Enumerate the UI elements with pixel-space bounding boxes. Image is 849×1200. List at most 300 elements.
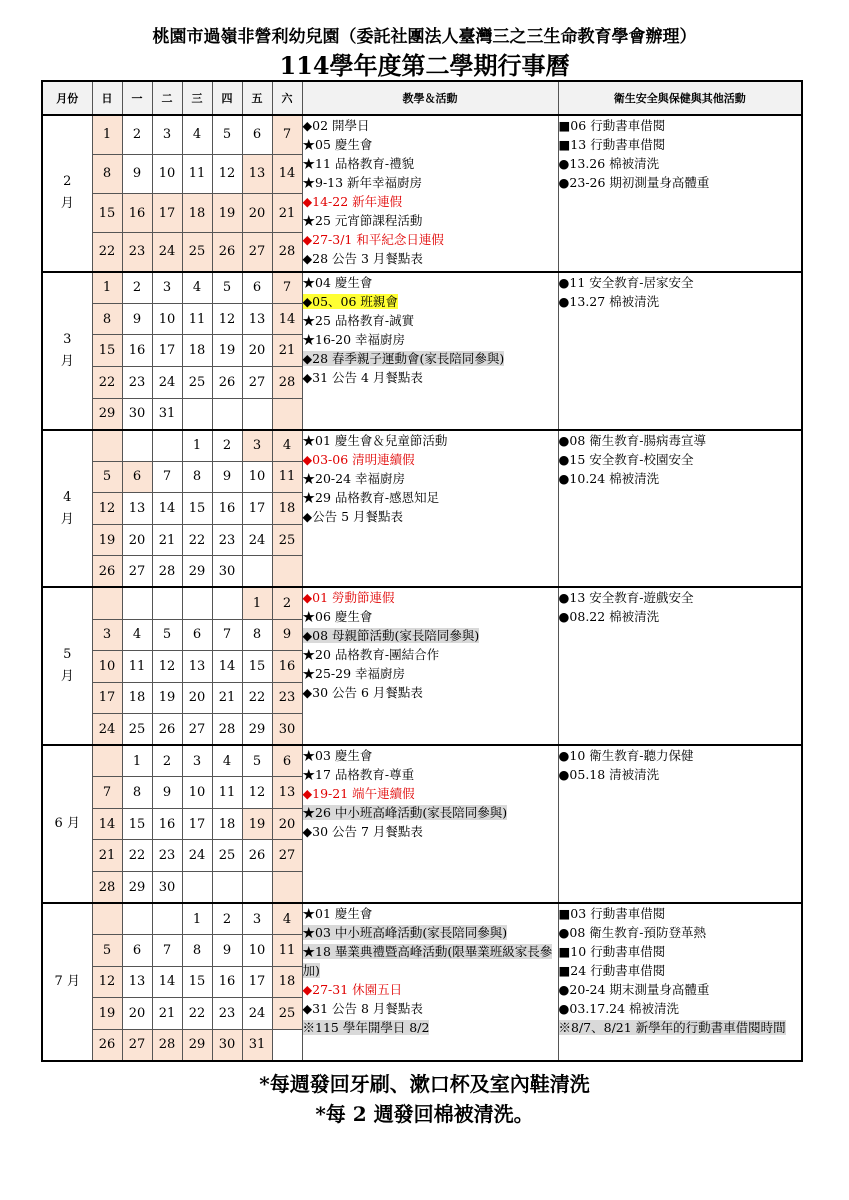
teaching-events	[302, 430, 558, 588]
day-cell: 19	[212, 193, 242, 232]
day-cell: 25	[272, 524, 302, 556]
day-cell: 11	[272, 935, 302, 967]
day-cell: 23	[212, 998, 242, 1030]
day-cell	[152, 430, 182, 462]
activity-item: ★25 元宵節課程活動	[302, 213, 423, 228]
activity-item: ★25-29 幸福廚房	[302, 666, 406, 682]
day-cell: 27	[272, 840, 302, 872]
day-cell: 1	[92, 115, 122, 154]
activity-item: ★16-20 幸福廚房	[302, 331, 406, 347]
day-cell: 13	[242, 154, 272, 193]
day-header: 二	[152, 81, 182, 115]
health-events	[558, 115, 802, 272]
activity-item: ◆08 母親節活動(家長陪同參與)	[302, 628, 480, 644]
health-header: 衛生安全與保健與其他活動	[558, 81, 802, 115]
month-label: 6 月	[42, 745, 92, 903]
day-cell: 1	[182, 430, 212, 462]
day-cell: 11	[122, 651, 152, 683]
day-cell: 21	[272, 335, 302, 367]
day-cell: 17	[182, 808, 212, 840]
activity-item: ★03 中小班高峰活動(家長陪同參與)	[302, 925, 508, 941]
day-cell: 14	[272, 303, 302, 335]
day-cell: 14	[272, 154, 302, 193]
health-item: ■24 行動書車借閱	[558, 963, 666, 979]
day-cell: 31	[152, 398, 182, 430]
day-cell: 9	[152, 777, 182, 809]
day-cell: 26	[152, 714, 182, 746]
activity-item: ★29 品格教育-感恩知足	[302, 489, 440, 505]
day-cell: 30	[212, 556, 242, 588]
day-cell: 20	[272, 808, 302, 840]
day-cell: 22	[92, 233, 122, 272]
day-cell	[212, 398, 242, 430]
day-cell: 30	[122, 398, 152, 430]
day-cell: 6	[272, 745, 302, 777]
activity-item: ※115 學年開學日 8/2	[302, 1020, 430, 1036]
day-cell: 1	[92, 272, 122, 304]
day-cell: 13	[182, 651, 212, 683]
day-cell: 20	[242, 335, 272, 367]
day-cell	[242, 398, 272, 430]
day-cell: 24	[92, 714, 122, 746]
day-cell	[212, 587, 242, 619]
activity-item: ★9-13 新年幸福廚房	[302, 175, 423, 190]
day-cell: 24	[182, 840, 212, 872]
day-header: 一	[122, 81, 152, 115]
day-cell: 24	[242, 998, 272, 1030]
day-cell	[92, 587, 122, 619]
activity-item: ★25 品格教育-誠實	[302, 312, 415, 328]
day-cell: 8	[182, 935, 212, 967]
day-cell: 8	[182, 461, 212, 493]
day-cell: 12	[242, 777, 272, 809]
day-cell: 28	[152, 1029, 182, 1061]
day-cell: 24	[152, 233, 182, 272]
day-cell: 8	[92, 154, 122, 193]
health-item: ●11 安全教育-居家安全	[558, 274, 694, 290]
day-cell: 27	[182, 714, 212, 746]
activity-item: ★01 慶生會＆兒童節活動	[302, 432, 448, 448]
calendar-table	[41, 80, 803, 1062]
day-cell: 25	[182, 367, 212, 399]
day-cell: 2	[122, 115, 152, 154]
day-cell: 10	[92, 651, 122, 683]
activity-item: ◆03-06 清明連續假	[302, 451, 415, 467]
day-cell: 8	[92, 303, 122, 335]
day-cell: 2	[212, 903, 242, 935]
day-cell: 29	[182, 1029, 212, 1061]
day-cell: 16	[272, 651, 302, 683]
day-cell: 22	[122, 840, 152, 872]
day-cell	[242, 872, 272, 904]
day-cell: 1	[122, 745, 152, 777]
day-cell: 12	[92, 493, 122, 525]
day-cell: 12	[92, 966, 122, 998]
day-cell: 18	[122, 682, 152, 714]
health-item: ●08 衛生教育-腸病毒宣導	[558, 432, 707, 448]
day-cell: 14	[152, 966, 182, 998]
day-cell: 9	[212, 461, 242, 493]
footer-note-2: *每 2 週發回棉被清洗。	[315, 1102, 534, 1126]
health-item: ●08.22 棉被清洗	[558, 609, 660, 625]
day-cell: 19	[92, 998, 122, 1030]
day-cell: 5	[212, 115, 242, 154]
day-cell: 18	[272, 966, 302, 998]
activity-item: ◆30 公告 7 月餐點表	[302, 824, 423, 840]
day-cell: 12	[152, 651, 182, 683]
day-cell: 28	[92, 872, 122, 904]
day-cell	[122, 903, 152, 935]
day-header: 日	[92, 81, 122, 115]
day-cell: 30	[212, 1029, 242, 1061]
teaching-events	[302, 903, 558, 1061]
health-item: ●20-24 期末測量身高體重	[558, 982, 710, 998]
day-cell: 14	[212, 651, 242, 683]
health-item: ●10 衛生教育-聽力保健	[558, 748, 694, 764]
day-cell: 17	[152, 335, 182, 367]
day-cell: 16	[122, 193, 152, 232]
day-cell: 23	[272, 682, 302, 714]
day-cell: 4	[272, 430, 302, 462]
day-cell: 21	[152, 524, 182, 556]
health-events	[558, 430, 802, 588]
day-cell: 21	[272, 193, 302, 232]
health-item: ●13.27 棉被清洗	[558, 293, 660, 309]
day-cell	[212, 872, 242, 904]
day-cell: 27	[242, 367, 272, 399]
day-cell: 11	[212, 777, 242, 809]
day-cell: 16	[122, 335, 152, 367]
day-cell	[152, 903, 182, 935]
day-cell: 2	[272, 587, 302, 619]
activity-item: ◆01 勞動節連假	[302, 590, 395, 606]
day-cell: 6	[242, 115, 272, 154]
day-cell: 29	[182, 556, 212, 588]
day-cell	[92, 745, 122, 777]
day-cell: 4	[182, 115, 212, 154]
day-cell: 10	[152, 303, 182, 335]
day-cell: 15	[92, 193, 122, 232]
day-cell	[182, 398, 212, 430]
day-cell	[122, 587, 152, 619]
day-cell: 9	[212, 935, 242, 967]
activity-item: ◆27-31 休園五日	[302, 982, 403, 998]
health-item: ●05.18 清被清洗	[558, 767, 660, 783]
health-item: ●10.24 棉被清洗	[558, 470, 660, 486]
day-cell: 3	[242, 430, 272, 462]
day-cell: 19	[92, 524, 122, 556]
activity-item: ◆19-21 端午連續假	[302, 786, 415, 802]
day-cell: 15	[242, 651, 272, 683]
week-row	[42, 272, 802, 304]
day-cell: 20	[122, 524, 152, 556]
day-cell	[272, 872, 302, 904]
day-cell: 24	[242, 524, 272, 556]
month-label: 7 月	[42, 903, 92, 1061]
day-cell: 23	[122, 233, 152, 272]
day-cell: 25	[122, 714, 152, 746]
teaching-events	[302, 587, 558, 745]
day-cell: 21	[152, 998, 182, 1030]
day-cell: 16	[212, 966, 242, 998]
day-cell: 10	[182, 777, 212, 809]
day-cell: 26	[242, 840, 272, 872]
health-events	[558, 903, 802, 1061]
day-cell: 3	[92, 619, 122, 651]
month-label: 2 月	[42, 115, 92, 272]
day-cell: 14	[92, 808, 122, 840]
activity-item: ★20 品格教育-團結合作	[302, 647, 440, 663]
activity-item: ◆02 開學日	[302, 118, 370, 133]
day-cell: 17	[242, 966, 272, 998]
day-cell: 6	[122, 461, 152, 493]
day-cell: 4	[272, 903, 302, 935]
day-cell: 28	[212, 714, 242, 746]
day-cell	[272, 556, 302, 588]
health-item: ●03.17.24 棉被清洗	[558, 1001, 680, 1017]
day-cell: 10	[242, 935, 272, 967]
day-cell: 7	[92, 777, 122, 809]
month-label: 4 月	[42, 430, 92, 588]
day-cell: 29	[242, 714, 272, 746]
day-cell: 3	[242, 903, 272, 935]
day-cell: 22	[182, 998, 212, 1030]
day-cell: 17	[92, 682, 122, 714]
day-cell: 4	[212, 745, 242, 777]
day-cell: 8	[242, 619, 272, 651]
day-cell: 5	[152, 619, 182, 651]
day-cell: 2	[122, 272, 152, 304]
teaching-header: 教學＆活動	[302, 81, 558, 115]
activity-item: ★17 品格教育-尊重	[302, 767, 415, 783]
day-header: 六	[272, 81, 302, 115]
day-cell: 7	[152, 935, 182, 967]
day-cell: 30	[152, 872, 182, 904]
activity-item: ◆公告 5 月餐點表	[302, 508, 404, 524]
day-cell: 13	[122, 966, 152, 998]
day-cell: 3	[182, 745, 212, 777]
day-cell: 26	[92, 556, 122, 588]
day-cell: 27	[122, 1029, 152, 1061]
org-title: 桃園市過嶺非營利幼兒園（委託社團法人臺灣三之三生命教育學會辦理）	[152, 27, 697, 47]
day-cell: 11	[182, 154, 212, 193]
health-item: ■10 行動書車借閱	[558, 944, 666, 960]
teaching-events	[302, 745, 558, 903]
day-cell: 15	[182, 493, 212, 525]
day-cell: 5	[242, 745, 272, 777]
page-title: 114學年度第二學期行事曆	[279, 51, 570, 80]
day-cell: 18	[182, 193, 212, 232]
day-cell: 5	[92, 461, 122, 493]
day-cell: 14	[152, 493, 182, 525]
day-cell: 3	[152, 272, 182, 304]
health-item: ●13 安全教育-遊戲安全	[558, 590, 694, 606]
teaching-events	[302, 115, 558, 272]
health-item: ■06 行動書車借閱	[558, 118, 666, 133]
day-cell: 26	[92, 1029, 122, 1061]
activity-item: ◆28 公告 3 月餐點表	[302, 251, 423, 266]
activity-item: ★05 慶生會	[302, 137, 373, 152]
day-cell: 20	[242, 193, 272, 232]
header-row	[42, 81, 802, 115]
day-cell	[272, 398, 302, 430]
health-item: ●13.26 棉被清洗	[558, 156, 660, 171]
day-cell: 9	[272, 619, 302, 651]
day-cell: 7	[272, 272, 302, 304]
day-cell	[92, 430, 122, 462]
week-row	[42, 745, 802, 777]
health-item: ●23-26 期初測量身高體重	[558, 175, 710, 190]
day-cell: 8	[122, 777, 152, 809]
day-cell: 7	[272, 115, 302, 154]
day-cell: 21	[92, 840, 122, 872]
day-cell: 28	[272, 367, 302, 399]
day-cell: 17	[152, 193, 182, 232]
day-cell: 27	[242, 233, 272, 272]
day-cell: 28	[152, 556, 182, 588]
day-cell: 29	[122, 872, 152, 904]
day-cell: 30	[272, 714, 302, 746]
day-cell: 15	[92, 335, 122, 367]
day-cell: 11	[182, 303, 212, 335]
day-cell: 19	[212, 335, 242, 367]
day-cell	[92, 903, 122, 935]
health-events	[558, 587, 802, 745]
day-cell: 5	[92, 935, 122, 967]
footer-note-1: *每週發回牙刷、漱口杯及室內鞋清洗	[259, 1072, 590, 1096]
activity-item: ★18 畢業典禮暨高峰活動(限畢業班級家長參加)	[302, 944, 553, 979]
health-item: ■03 行動書車借閱	[558, 906, 666, 922]
day-cell: 6	[122, 935, 152, 967]
day-cell: 17	[242, 493, 272, 525]
activity-item: ★06 慶生會	[302, 609, 373, 625]
day-cell	[242, 556, 272, 588]
day-cell: 25	[182, 233, 212, 272]
week-row	[42, 430, 802, 462]
day-cell: 19	[152, 682, 182, 714]
calendar-body	[42, 115, 802, 1061]
health-item: ●08 衛生教育-預防登革熱	[558, 925, 707, 941]
day-cell: 16	[152, 808, 182, 840]
day-cell: 7	[152, 461, 182, 493]
day-cell	[182, 872, 212, 904]
day-cell: 2	[152, 745, 182, 777]
week-row	[42, 587, 802, 619]
day-cell: 23	[122, 367, 152, 399]
week-row	[42, 903, 802, 935]
day-cell: 22	[92, 367, 122, 399]
day-cell: 22	[182, 524, 212, 556]
day-cell: 9	[122, 154, 152, 193]
day-cell: 11	[272, 461, 302, 493]
activity-item: ★01 慶生會	[302, 906, 373, 922]
day-cell: 1	[242, 587, 272, 619]
day-cell: 23	[212, 524, 242, 556]
activity-item: ◆31 公告 8 月餐點表	[302, 1001, 423, 1017]
day-cell: 27	[122, 556, 152, 588]
day-cell: 21	[212, 682, 242, 714]
day-cell: 23	[152, 840, 182, 872]
day-cell: 7	[212, 619, 242, 651]
week-row	[42, 115, 802, 154]
activity-item: ◆27-3/1 和平紀念日連假	[302, 232, 444, 247]
day-cell: 1	[182, 903, 212, 935]
day-cell	[272, 1029, 302, 1061]
day-cell: 6	[242, 272, 272, 304]
day-cell: 16	[212, 493, 242, 525]
day-cell: 12	[212, 154, 242, 193]
day-cell: 4	[122, 619, 152, 651]
day-cell: 13	[242, 303, 272, 335]
activity-item: ◆14-22 新年連假	[302, 194, 403, 209]
day-header: 五	[242, 81, 272, 115]
day-cell: 25	[212, 840, 242, 872]
month-label: 5 月	[42, 587, 92, 745]
day-cell: 10	[242, 461, 272, 493]
day-cell: 24	[152, 367, 182, 399]
day-cell: 6	[182, 619, 212, 651]
activity-item: ★04 慶生會	[302, 274, 373, 290]
activity-item: ★11 品格教育-禮貌	[302, 156, 415, 171]
day-cell: 12	[212, 303, 242, 335]
month-header: 月份	[42, 81, 92, 115]
activity-item: ◆05、06 班親會	[302, 293, 398, 309]
day-cell: 13	[272, 777, 302, 809]
day-header: 四	[212, 81, 242, 115]
day-cell: 10	[152, 154, 182, 193]
health-item: ※8/7、8/21 新學年的行動書車借閱時間	[558, 1020, 786, 1036]
day-cell: 28	[272, 233, 302, 272]
day-cell: 4	[182, 272, 212, 304]
health-events	[558, 745, 802, 903]
day-cell: 15	[182, 966, 212, 998]
day-cell: 2	[212, 430, 242, 462]
day-cell: 5	[212, 272, 242, 304]
activity-item: ◆28 春季親子運動會(家長陪同參與)	[302, 350, 505, 366]
day-cell: 25	[272, 998, 302, 1030]
day-cell: 26	[212, 233, 242, 272]
day-cell: 22	[242, 682, 272, 714]
activity-item: ◆30 公告 6 月餐點表	[302, 685, 423, 701]
health-events	[558, 272, 802, 430]
month-label: 3 月	[42, 272, 92, 430]
day-cell: 13	[122, 493, 152, 525]
day-cell: 31	[242, 1029, 272, 1061]
activity-item: ◆31 公告 4 月餐點表	[302, 369, 423, 385]
activity-item: ★20-24 幸福廚房	[302, 470, 406, 486]
day-cell: 19	[242, 808, 272, 840]
activity-item: ★26 中小班高峰活動(家長陪同參與)	[302, 805, 508, 821]
day-cell	[152, 587, 182, 619]
day-cell: 29	[92, 398, 122, 430]
day-cell: 3	[152, 115, 182, 154]
day-cell	[182, 587, 212, 619]
day-cell: 18	[182, 335, 212, 367]
day-cell: 9	[122, 303, 152, 335]
teaching-events	[302, 272, 558, 430]
day-cell: 26	[212, 367, 242, 399]
health-item: ■13 行動書車借閱	[558, 137, 666, 152]
day-cell: 18	[212, 808, 242, 840]
activity-item: ★03 慶生會	[302, 748, 373, 764]
day-header: 三	[182, 81, 212, 115]
day-cell: 20	[182, 682, 212, 714]
day-cell: 20	[122, 998, 152, 1030]
day-cell: 18	[272, 493, 302, 525]
day-cell: 15	[122, 808, 152, 840]
health-item: ●15 安全教育-校園安全	[558, 451, 694, 467]
day-cell	[122, 430, 152, 462]
